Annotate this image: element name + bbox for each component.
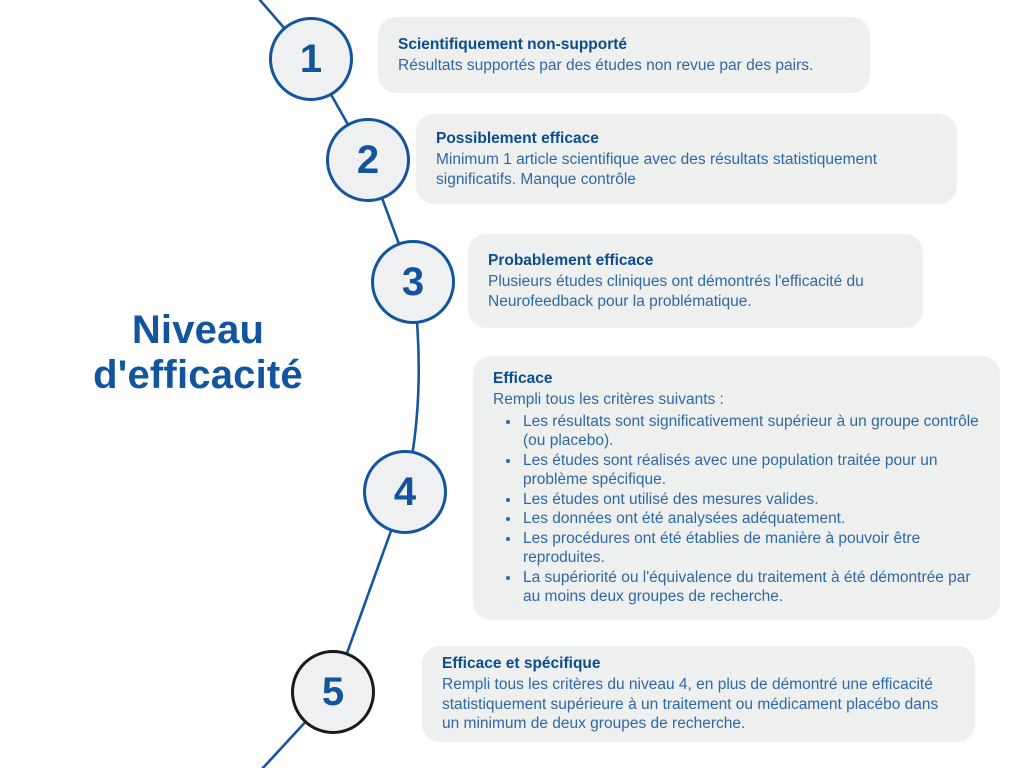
- level-4-criterion: • La supériorité ou l'équivalence du traitement à été démontrée par au moins deux groupes de recherche.: [521, 568, 980, 607]
- level-2-heading: Possiblement efficace: [436, 130, 599, 147]
- level-3-card: [468, 234, 923, 328]
- page-title-line2: d'efficacité: [93, 353, 303, 397]
- level-5-heading: Efficace et spécifique: [442, 655, 601, 673]
- page-title-line1: Niveau: [131, 308, 265, 352]
- level-4-criteria-list: [493, 412, 980, 607]
- level-4-body: Rempli tous les critères suivants :: [493, 391, 724, 409]
- level-1-heading: Scientifiquement non-supporté: [398, 35, 628, 53]
- level-1-card: [378, 17, 870, 93]
- level-1-number: 1: [299, 36, 323, 81]
- level-2-body: Minimum 1 article scientifique avec des résultats statistiquement significatifs. Manque contrôle: [436, 151, 878, 188]
- level-4-number: 4: [393, 469, 417, 514]
- level-4-criterion: • Les données ont été analysées adéquatement.: [521, 509, 980, 529]
- level-5-body: Rempli tous les critères du niveau 4, en plus de démontré une efficacité statistiquement supérieure à un traitement ou médicament placébo dans un minimum de deux groupes de recherche.: [442, 676, 939, 733]
- level-4-heading: Efficace: [493, 370, 553, 388]
- level-5-circle: [291, 650, 375, 734]
- level-5-card: [422, 646, 975, 742]
- level-4-criterion: • Les études sont réalisés avec une population traitée pour un problème spécifique.: [521, 451, 980, 490]
- level-2-card: [416, 114, 957, 204]
- level-1-circle: [269, 17, 353, 101]
- level-4-card: [473, 356, 1000, 620]
- level-2-circle: [326, 118, 410, 202]
- page-title: [55, 308, 341, 398]
- level-4-criterion: • Les résultats sont significativement supérieur à un groupe contrôle (ou placebo).: [521, 412, 980, 451]
- level-1-body: Résultats supportés par des études non revue par des pairs.: [398, 56, 814, 74]
- level-4-circle: [363, 450, 447, 534]
- level-3-body: Plusieurs études cliniques ont démontrés l'efficacité du Neurofeedback pour la problématique.: [488, 273, 864, 310]
- level-2-number: 2: [356, 137, 380, 182]
- level-3-heading: Probablement efficace: [488, 252, 654, 269]
- level-3-circle: [371, 240, 455, 324]
- level-4-criterion: • Les études ont utilisé des mesures valides.: [521, 490, 980, 510]
- level-5-number: 5: [321, 669, 345, 714]
- level-4-criterion: • Les procédures ont été établies de manière à pouvoir être reproduites.: [521, 529, 980, 568]
- level-3-number: 3: [401, 259, 425, 304]
